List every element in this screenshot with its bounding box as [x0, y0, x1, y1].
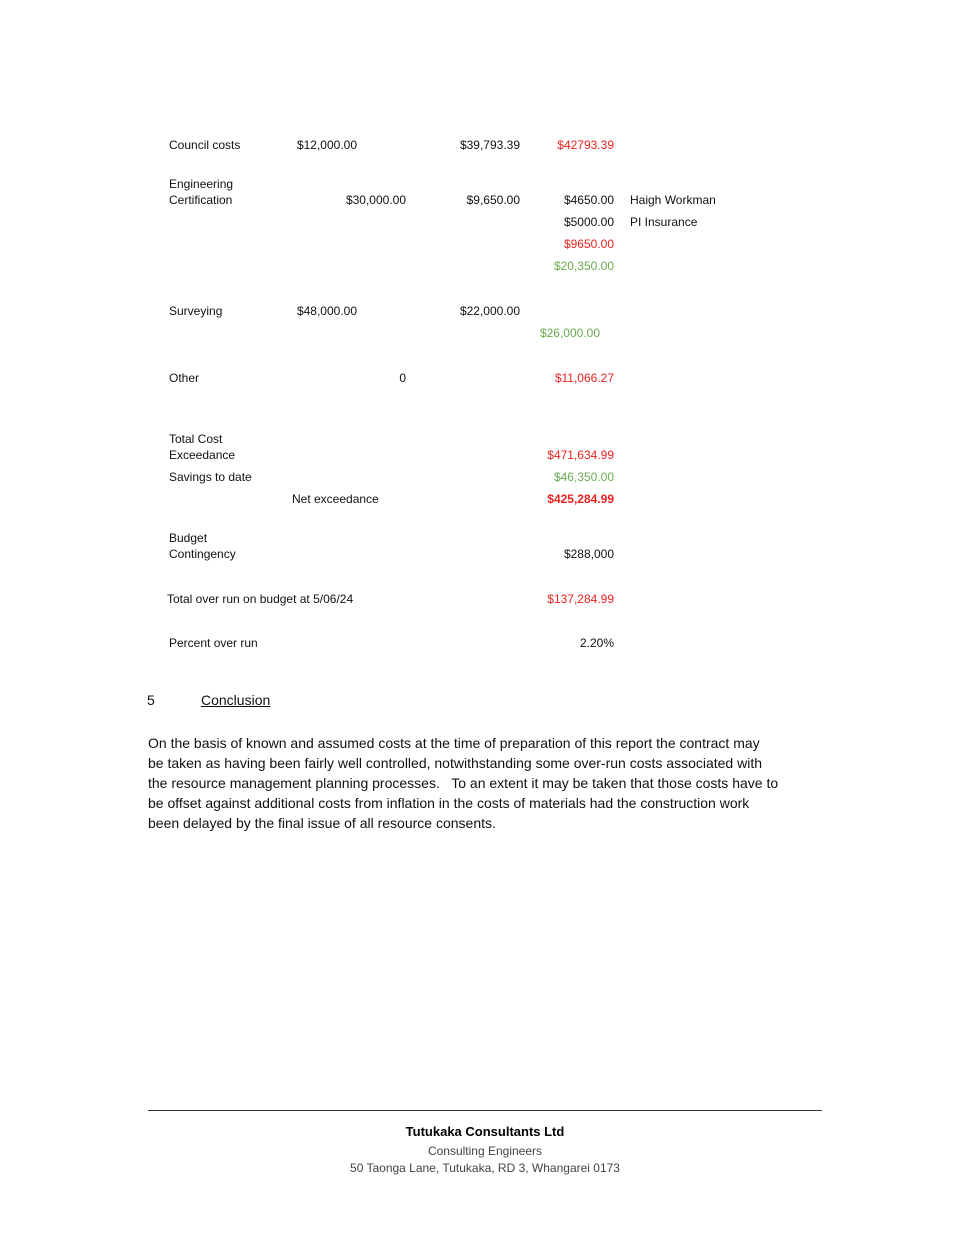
surveying-budget: $48,000.00: [296, 304, 357, 318]
conclusion-paragraph: On the basis of known and assumed costs at the time of preparation of this report the contract may be taken as having been fairly well controlled, notwithstanding some over-run costs associated with the resource management planning processes. To an extent it may be taken that those costs have to be offset against additional costs from inflation in the costs of materials had the construction work been delayed by the final issue of all resource consents.: [148, 735, 779, 831]
engineering-label-line1: Engineering: [169, 177, 234, 191]
engineering-item-note: Haigh Workman: [630, 193, 716, 207]
savings-value: $46,350.00: [553, 470, 614, 484]
contingency-label-line1: Budget: [169, 531, 208, 545]
engineering-item-note: PI Insurance: [630, 215, 698, 229]
section-heading: Conclusion: [201, 692, 271, 708]
engineering-budget: $30,000.00: [345, 193, 406, 207]
council-costs-variance: $42793.39: [557, 138, 614, 152]
total-exceedance-label-line1: Total Cost: [169, 432, 223, 446]
engineering-item-amount: $4650.00: [563, 193, 614, 207]
section-number: 5: [147, 692, 155, 708]
surveying-saving: $26,000.00: [539, 326, 600, 340]
total-exceedance-value: $471,634.99: [547, 448, 614, 462]
contingency-label-line2: Contingency: [169, 547, 236, 561]
council-costs-actual: $39,793.39: [459, 138, 520, 152]
engineering-label-line2: Certification: [169, 193, 233, 207]
footer-company: Tutukaka Consultants Ltd: [405, 1124, 565, 1139]
engineering-subtotal: $9650.00: [563, 237, 614, 251]
footer-tagline: Consulting Engineers: [427, 1144, 543, 1158]
net-exceedance-label: Net exceedance: [292, 492, 379, 506]
engineering-saving: $20,350.00: [553, 259, 614, 273]
surveying-label: Surveying: [169, 304, 223, 318]
overrun-label: Total over run on budget at 5/06/24: [167, 592, 354, 606]
percent-overrun-label: Percent over run: [169, 636, 258, 650]
surveying-actual: $22,000.00: [459, 304, 520, 318]
other-label: Other: [169, 371, 200, 385]
other-budget: 0: [399, 371, 406, 385]
other-variance: $11,066.27: [554, 371, 614, 385]
footer-address: 50 Taonga Lane, Tutukaka, RD 3, Whangarei 0173: [350, 1161, 620, 1175]
savings-label: Savings to date: [169, 470, 252, 484]
percent-overrun-value: 2.20%: [579, 636, 614, 650]
engineering-item-amount: $5000.00: [563, 215, 614, 229]
footer-divider: [148, 1110, 822, 1111]
contingency-value: $288,000: [563, 547, 614, 561]
council-costs-budget: $12,000.00: [296, 138, 357, 152]
net-exceedance-value: $425,284.99: [547, 492, 614, 506]
engineering-actual: $9,650.00: [466, 193, 520, 207]
overrun-value: $137,284.99: [547, 592, 614, 606]
total-exceedance-label-line2: Exceedance: [169, 448, 236, 462]
council-costs-label: Council costs: [169, 138, 241, 152]
